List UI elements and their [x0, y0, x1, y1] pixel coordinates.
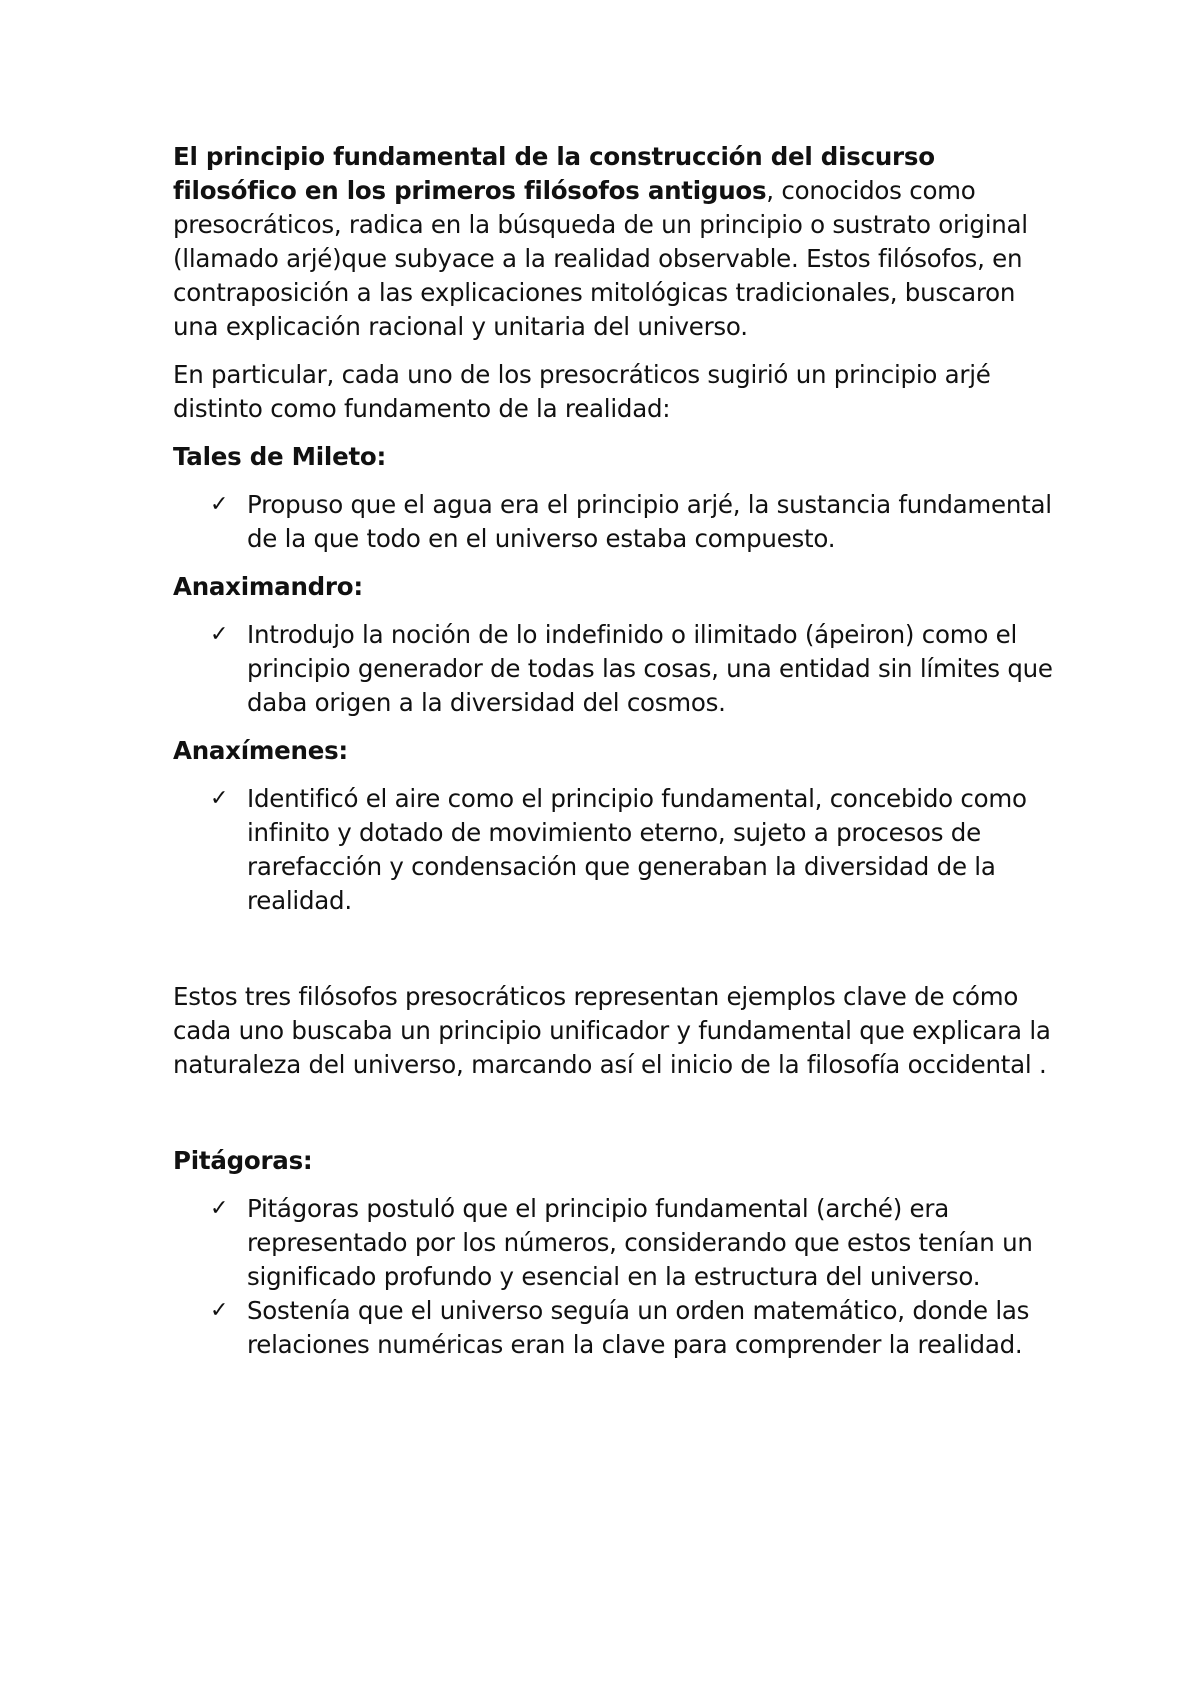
document-body — [173, 140, 1063, 1376]
bullet-list-anaximenes — [173, 782, 1063, 918]
check-mark-icon: ✓ — [210, 786, 229, 811]
list-item — [173, 1192, 1063, 1294]
check-mark-icon: ✓ — [210, 622, 229, 647]
blank-line — [173, 1096, 1063, 1144]
intro-paragraph — [173, 140, 1063, 344]
list-item-text: Introdujo la noción de lo indefinido o ilimitado (ápeiron) como el principio generador de todas las cosas, una entidad sin límites que daba origen a la diversidad del cosmos. — [247, 620, 1053, 717]
check-mark-icon: ✓ — [210, 1196, 229, 1221]
section-heading-anaximenes: Anaxímenes: — [173, 736, 348, 765]
check-mark-icon: ✓ — [210, 492, 229, 517]
list-item — [173, 488, 1063, 556]
section-heading-anaximandro: Anaximandro: — [173, 572, 363, 601]
list-item — [173, 618, 1063, 720]
presocratics-paragraph: En particular, cada uno de los presocráticos sugirió un principio arjé distinto como fundamento de la realidad: — [173, 360, 991, 423]
list-item-text: Pitágoras postuló que el principio fundamental (arché) era representado por los números, considerando que estos tenían un significado profundo y esencial en la estructura del universo. — [247, 1194, 1033, 1291]
list-item-text: Sostenía que el universo seguía un orden matemático, donde las relaciones numéricas eran la clave para comprender la realidad. — [247, 1296, 1030, 1359]
intro-bold-text: El principio fundamental de la construcción del discurso filosófico en los primeros filósofos antiguos — [173, 142, 935, 205]
list-item — [173, 782, 1063, 918]
list-item — [173, 1294, 1063, 1362]
section-heading-tales: Tales de Mileto: — [173, 442, 387, 471]
intro-text: , conocidos como presocráticos, radica en la búsqueda de un principio o sustrato original (llamado arjé)que subyace a la realidad observable. Estos filósofos, en contraposición a las explicaciones mitológicas tradicionales, buscaron una explicación racional y unitaria del universo. — [173, 176, 1028, 341]
bullet-list-anaximandro — [173, 618, 1063, 720]
bullet-list-pitagoras — [173, 1192, 1063, 1362]
list-item-text: Propuso que el agua era el principio arjé, la sustancia fundamental de la que todo en el universo estaba compuesto. — [247, 490, 1052, 553]
section-heading-pitagoras: Pitágoras: — [173, 1146, 313, 1175]
blank-line — [173, 932, 1063, 980]
list-item-text: Identificó el aire como el principio fundamental, concebido como infinito y dotado de movimiento eterno, sujeto a procesos de rarefacción y condensación que generaban la diversidad de la realidad. — [247, 784, 1027, 915]
check-mark-icon: ✓ — [210, 1298, 229, 1323]
conclusion-paragraph: Estos tres filósofos presocráticos representan ejemplos clave de cómo cada uno buscaba un principio unificador y fundamental que explicara la naturaleza del universo, marcando así el inicio de la filosofía occidental . — [173, 982, 1051, 1079]
bullet-list-tales — [173, 488, 1063, 556]
